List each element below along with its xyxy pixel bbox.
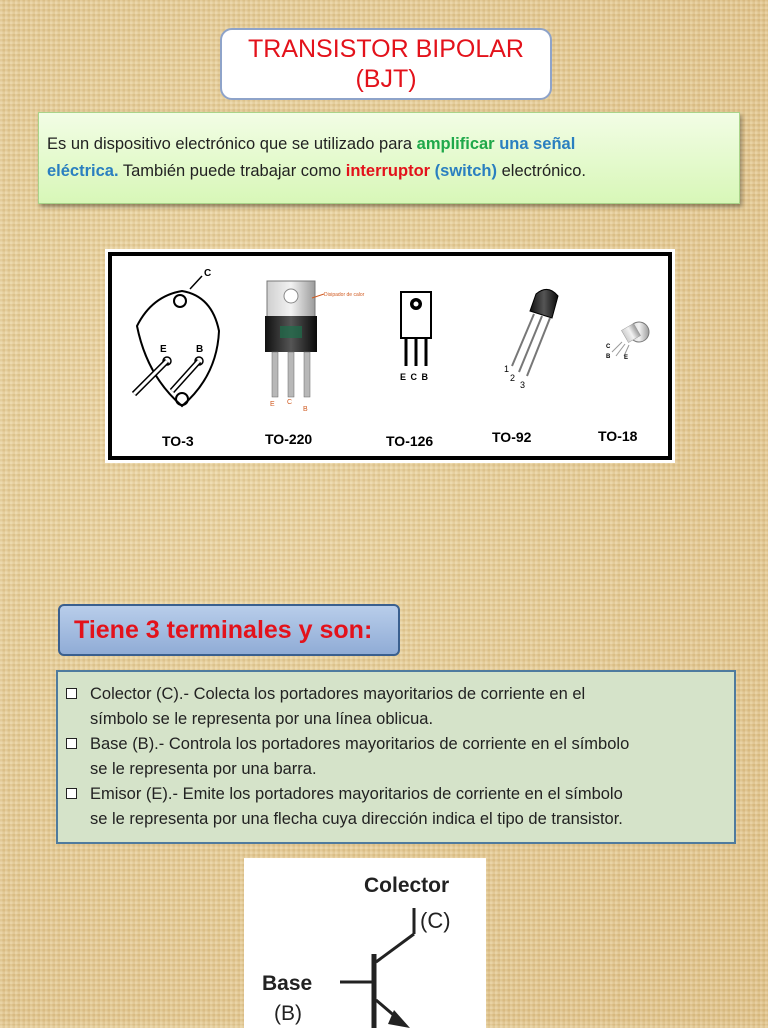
to220-heatsink-label: Disipador de calor <box>324 292 365 298</box>
to3-pin-b: B <box>196 344 204 355</box>
to220-pin-e: E <box>270 401 275 408</box>
symbol-base-label: Base <box>262 972 313 995</box>
title-line-2: (BJT) <box>355 65 417 93</box>
to18-pin-b: B <box>606 354 611 360</box>
title-box <box>220 28 552 100</box>
bjt-symbol-figure <box>244 858 486 1028</box>
to18-package <box>606 322 649 361</box>
intro-box <box>38 112 740 204</box>
intro-text-2: También puede trabajar como <box>118 162 346 180</box>
to220-pin-c: C <box>287 399 293 406</box>
to126-pins: E C B <box>400 372 430 382</box>
package-figure <box>108 252 672 460</box>
to18-pin-c: C <box>606 344 611 350</box>
emisor-line-2: se le representa por una flecha cuya dirección indica el tipo de transistor. <box>90 810 623 828</box>
emisor-line-1: Emisor (E).- Emite los portadores mayoritarios de corriente en el símbolo <box>90 785 623 803</box>
checkbox-bullet-icon <box>66 688 77 699</box>
bjt-symbol-drawing <box>244 858 486 1028</box>
to18-label: TO-18 <box>598 428 638 444</box>
list-item-emisor <box>64 782 724 832</box>
list-item-colector <box>64 682 724 732</box>
to92-pin-2: 2 <box>510 373 516 383</box>
to3-label: TO-3 <box>162 433 194 449</box>
intro-text: Es un dispositivo electrónico que se utilizado para <box>47 135 417 153</box>
checkbox-bullet-icon <box>66 738 77 749</box>
to92-pin-1: 1 <box>504 364 510 374</box>
to92-pin-3: 3 <box>520 380 526 390</box>
intro-electrica: eléctrica. <box>47 162 119 180</box>
to220-pin-b: B <box>303 406 308 413</box>
package-drawings <box>112 256 668 456</box>
symbol-collector-label: Colector <box>364 874 450 897</box>
to3-pin-c: C <box>204 268 212 279</box>
to92-package <box>504 289 558 390</box>
symbol-base-abbr: (B) <box>274 1002 302 1025</box>
base-line-2: se le representa por una barra. <box>90 760 317 778</box>
to92-label: TO-92 <box>492 429 532 445</box>
to3-package <box>134 268 219 406</box>
intro-switch: (switch) <box>434 162 498 180</box>
to126-label: TO-126 <box>386 433 434 449</box>
base-line-1: Base (B).- Controla los portadores mayoritarios de corriente en el símbolo <box>90 735 630 753</box>
list-item-base <box>64 732 724 782</box>
colector-line-1: Colector (C).- Colecta los portadores mayoritarios de corriente en el <box>90 685 586 703</box>
intro-interruptor: interruptor <box>345 162 431 180</box>
intro-amplificar: amplificar <box>416 135 495 153</box>
intro-text-3: electrónico. <box>497 162 586 180</box>
to3-pin-e: E <box>160 344 167 355</box>
colector-line-2: símbolo se le representa por una línea oblicua. <box>90 710 434 728</box>
checkbox-bullet-icon <box>66 788 77 799</box>
to126-package <box>400 292 431 382</box>
to18-pin-e: E <box>624 355 629 361</box>
symbol-collector-abbr: (C) <box>420 908 451 933</box>
title-line-1: TRANSISTOR BIPOLAR <box>248 35 524 63</box>
terminals-list <box>56 670 736 844</box>
to220-package <box>265 281 365 413</box>
to220-label: TO-220 <box>265 431 313 447</box>
intro-senal: una señal <box>499 135 576 153</box>
terminals-heading: Tiene 3 terminales y son: <box>58 604 400 656</box>
